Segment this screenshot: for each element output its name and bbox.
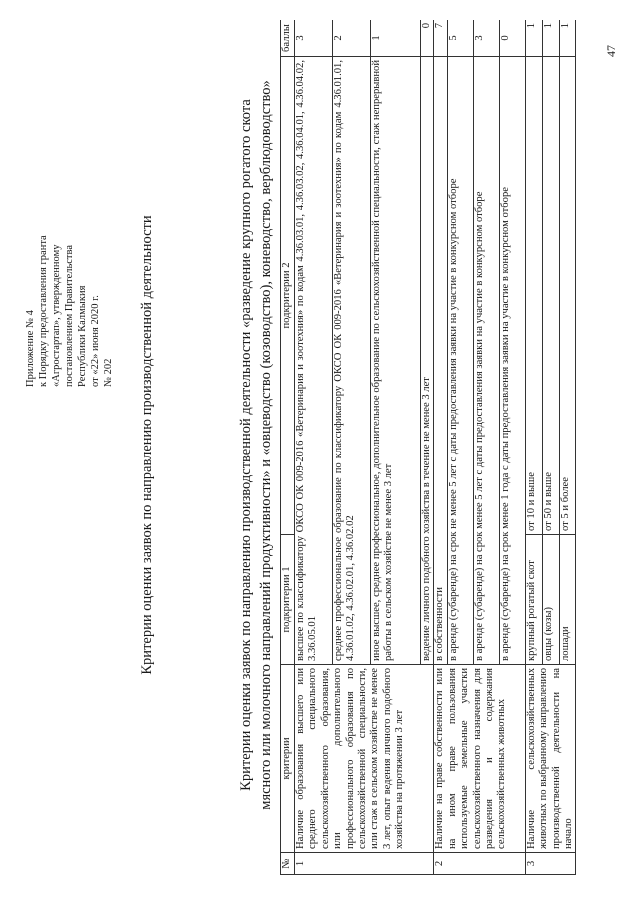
points-value: 7 (434, 20, 447, 57)
animal-type: овцы (козы) (542, 535, 559, 665)
annex-line: Приложение № 4 (25, 310, 36, 387)
subcriterion-text: высшее по классификатору ОКСО ОК 009-2016 «Ветеринария и зоотехния» по кодам 4.36.03.01, 4.36.03.02, 4.36.04.01, 4.36.04.02, 3.36.05.01 (295, 57, 333, 665)
table-title-line-1: Критерии оценки заявок по направлению производственной деятельности «разведение крупного рогатого скота (238, 99, 254, 791)
animal-count: от 50 и выше (542, 57, 559, 535)
annex-line: Республики Калмыкия (77, 285, 88, 387)
subcriterion-text: в аренде (субаренде) на срок менее 5 лет с даты предоставления заявки на участие в конкурсном отборе (473, 57, 499, 665)
animal-count: от 5 и более (559, 57, 576, 535)
document-title: Критерии оценки заявок по направлению производственной деятельности (139, 215, 155, 675)
points-value: 5 (447, 20, 473, 57)
criteria-table-wrapper (280, 20, 620, 875)
table-row (434, 20, 447, 875)
points-value: 3 (295, 20, 333, 57)
subcriterion-text: в собственности (434, 57, 447, 665)
annex-line: от «22» июня 2020 г. (90, 295, 101, 387)
header-points: баллы (281, 20, 295, 57)
annex-line: постановлением Правительства (64, 244, 75, 387)
animal-type: лошади (559, 535, 576, 665)
points-value: 3 (473, 20, 499, 57)
table-row (525, 20, 542, 875)
annex-line: «Агростартап», утвержденному (51, 244, 62, 387)
subcriterion-text: иное высшее, среднее профессиональное, дополнительное образование по сельскохозяйственной специальности, стаж непрерывной работы в сельском хозяйстве не менее 3 лет (371, 57, 421, 665)
rotated-document-page (22, 5, 632, 885)
criterion-text: Наличие сельскохозяйственных животных по выбранному направлению производственной деятельности на начало (525, 665, 576, 853)
criterion-text: Наличие на праве собственности или на ином праве пользования используемые земельные участки сельскохозяйственного назначения для разведения и содержания сельскохозяйственных животных (434, 665, 525, 853)
header-number: № (281, 853, 295, 875)
annex-line: № 202 (103, 358, 114, 387)
points-value: 2 (333, 20, 371, 57)
table-header-row (281, 20, 295, 875)
row-number: 2 (434, 853, 525, 875)
table-row (295, 20, 333, 875)
points-value: 0 (499, 20, 525, 57)
header-subcriteria-2: подкритерии 2 (281, 57, 295, 535)
points-value: 1 (371, 20, 421, 57)
points-value: 1 (525, 20, 542, 57)
subcriterion-text: среднее профессиональное образование по классификатору ОКСО ОК 009-2016 «Ветеринария и зоотехния» по кодам 4.36.01.01, 4.36.01.02, 4.36.02.01, 4.36.02.02 (333, 57, 371, 665)
criterion-text: Наличие образования высшего или среднего специального сельскохозяйственного образования, или дополнительного профессионального образования по сельскохозяйственной специальности, или стаж в сельском хозяйстве не менее 3 лет, опыт ведения личного подобного хозяйства на протяжении 3 лет (295, 665, 434, 853)
annex-line: к Порядку предоставления гранта (38, 235, 49, 387)
header-criteria: критерии (281, 665, 295, 853)
points-value: 1 (559, 20, 576, 57)
row-number: 3 (525, 853, 576, 875)
table-title-line-2: мясного или молочного направлений продуктивности» и «овцеводство (козоводство), коневодство, верблюдоводство» (258, 80, 274, 810)
header-subcriteria-1: подкритерии 1 (281, 535, 295, 665)
points-value: 1 (542, 20, 559, 57)
animal-count: от 10 и выше (525, 57, 542, 535)
points-value: 0 (421, 20, 434, 57)
subcriterion-text: в аренде (субаренде) на срок менее 1 года с даты предоставления заявки на участие в конкурсном отборе (499, 57, 525, 665)
subcriterion-text: в аренде (субаренде) на срок не менее 5 лет с даты предоставления заявки на участие в конкурсном отборе (447, 57, 473, 665)
page-number: 47 (604, 45, 618, 57)
animal-type: крупный рогатый скот (525, 535, 542, 665)
annex-header (24, 12, 115, 387)
row-number: 1 (295, 853, 434, 875)
subcriterion-text: ведение личного подобного хозяйства в течение не менее 3 лет (421, 57, 434, 665)
criteria-table (280, 20, 576, 875)
